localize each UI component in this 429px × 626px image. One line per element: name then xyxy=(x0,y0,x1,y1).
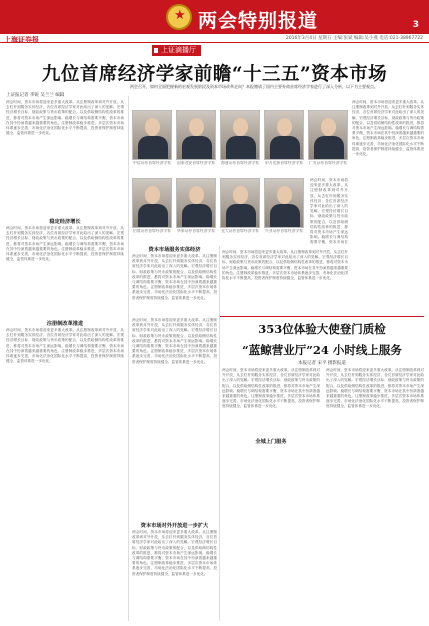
page-number: 3 xyxy=(412,20,419,30)
national-emblem-icon xyxy=(166,4,192,30)
news-body-right: 两会时间，资本市场将迎来更多重大改革。从注册制改革到对外开放，从去杠杆到服务实体经济，各位首席经济学家对此给出了深入的见解。宏观经济增长目标、财政政策与货币政策的配合，以及供给侧结构性改革的推进，都将对资本市场产生深远影响。稳增长与调结构需要平衡，资本市场在其中扮演着越来越重要的角色。注册制改革稳步推进，多层次资本市场体系逐步完善，市场化法治化国际化水平不断提高，投资者保护制度持续健全，监管体系进一步优化。 xyxy=(326,368,424,409)
portrait-photo xyxy=(308,110,348,160)
news-headline: 353位体验大使登门质检 xyxy=(258,322,386,336)
news-section-heading: 全城上门服务 xyxy=(255,439,287,445)
article-body-lower-mid-2: 两会时间，资本市场将迎来更多重大改革。从注册制改革到对外开放，从去杠杆到服务实体经济，各位首席经济学家对此给出了深入的见解。宏观经济增长目标、财政政策与货币政策的配合，以及供给侧结构性改革的推进，都将对资本市场产生深远影响。稳增长与调结构需要平衡，资本市场在其中扮演着越来越重要的角色。注册制改革稳步推进，多层次资本市场体系逐步完善，市场化法治化国际化水平不断提高，投资者保护制度持续健全，监管体系进一步优化。 xyxy=(132,530,217,576)
portrait-photo xyxy=(264,110,304,160)
photo-caption: 广发证券首席经济学家 xyxy=(309,161,347,165)
byline: 上证报记者 李锐 吴兰兰 编辑 xyxy=(6,93,65,98)
intro-box xyxy=(130,84,420,98)
portrait-photo xyxy=(220,178,260,228)
article-body-inset: 两会时间，资本市场将迎来更多重大改革。从注册制改革到对外开放，从去杠杆到服务实体经济，各位首席经济学家对此给出了深入的见解。宏观经济增长目标、财政政策与货币政策的配合，以及供给侧结构性改革的推进，都将对资本市场产生深远影响。稳增长与调结构需要平衡，资本市场在 xyxy=(310,178,348,244)
paper-name: 上海证券报 xyxy=(4,36,39,44)
section-heading: 资本市场服务实体经济 xyxy=(148,247,201,253)
date-line: 2016年3月4日 星期五 主编:张斌 编辑:吴小燕 电话:021-38967722 xyxy=(285,36,423,41)
portrait-photo xyxy=(132,110,172,160)
section-heading: 稳定经济增长 xyxy=(49,219,81,225)
page-headline: 九位首席经济学家前瞻“十三五”资本市场 xyxy=(41,64,388,85)
photo-caption: 国泰君安首席经济学家 xyxy=(177,161,215,165)
section-title: 两会特别报道 xyxy=(198,10,319,32)
article-body-right: 两会时间，资本市场将迎来更多重大改革。从注册制改革到对外开放，从去杠杆到服务实体经济，各位首席经济学家对此给出了深入的见解。宏观经济增长目标、财政政策与货币政策的配合，以及供给侧结构性改革的推进，都将对资本市场产生深远影响。稳增长与调结构需要平衡，资本市场在其中扮演着越来越重要的角色。注册制改革稳步推进，多层次资本市场体系逐步完善，市场化法治化国际化水平不断提高，投资者保护制度持续健全，监管体系进一步优化。 xyxy=(352,100,424,157)
portrait-photo xyxy=(220,110,260,160)
section-divider xyxy=(220,316,424,317)
article-body-mid: 两会时间，资本市场将迎来更多重大改革。从注册制改革到对外开放，从去杠杆到服务实体经济，各位首席经济学家对此给出了深入的见解。宏观经济增长目标、财政政策与货币政策的配合，以及供给侧结构性改革的推进，都将对资本市场产生深远影响。稳增长与调结构需要平衡，资本市场在其中扮演着越来越重要的角色。注册制改革稳步推进，多层次资本市场体系逐步完善，市场化法治化国际化水平不断提高，投资者保护制度持续健全，监管体系进一步优化。 xyxy=(132,254,217,300)
section-heading: 资本市场对外开放进一步扩大 xyxy=(140,523,209,529)
column-divider xyxy=(219,246,220,621)
article-body-lower-left: 两会时间，资本市场将迎来更多重大改革。从注册制改革到对外开放，从去杠杆到服务实体经济，各位首席经济学家对此给出了深入的见解。宏观经济增长目标、财政政策与货币政策的配合，以及供给侧结构性改革的推进，都将对资本市场产生深远影响。稳增长与调结构需要平衡，资本市场在其中扮演着越来越重要的角色。注册制改革稳步推进，多层次资本市场体系逐步完善，市场化法治化国际化水平不断提高，投资者保护制度持续健全，监管体系进一步优化。 xyxy=(6,328,124,364)
news-subheadline: “蓝鲸营业厅”24 小时线上服务 xyxy=(242,343,402,357)
portrait-photo xyxy=(176,110,216,160)
news-body-left: 两会时间，资本市场将迎来更多重大改革。从注册制改革到对外开放，从去杠杆到服务实体经济，各位首席经济学家对此给出了深入的见解。宏观经济增长目标、财政政策与货币政策的配合，以及供给侧结构性改革的推进，都将对资本市场产生深远影响。稳增长与调结构需要平衡，资本市场在其中扮演着越来越重要的角色。注册制改革稳步推进，多层次资本市场体系逐步完善，市场化法治化国际化水平不断提高，投资者保护制度持续健全，监管体系进一步优化。 xyxy=(222,368,320,409)
article-body-left: 两会时间，资本市场将迎来更多重大改革。从注册制改革到对外开放，从去杠杆到服务实体经济，各位首席经济学家对此给出了深入的见解。宏观经济增长目标、财政政策与货币政策的配合，以及供给侧结构性改革的推进，都将对资本市场产生深远影响。稳增长与调结构需要平衡，资本市场在其中扮演着越来越重要的角色。注册制改革稳步推进，多层次资本市场体系逐步完善，市场化法治化国际化水平不断提高，投资者保护制度持续健全，监管体系进一步优化。 xyxy=(6,100,124,136)
article-body-mid-2: 两会时间，资本市场将迎来更多重大改革。从注册制改革到对外开放，从去杠杆到服务实体经济，各位首席经济学家对此给出了深入的见解。宏观经济增长目标、财政政策与货币政策的配合，以及供给侧结构性改革的推进，都将对资本市场产生深远影响。稳增长与调结构需要平衡，资本市场在其中扮演着越来越重要的角色。注册制改革稳步推进，多层次资本市场体系逐步完善，市场化法治化国际化水平不断提高，投资者保护制度持续健全，监管体系进一步优化。 xyxy=(222,250,348,281)
section-heading: 注册制改革推进 xyxy=(46,321,84,327)
photo-caption: 招商证券首席经济学家 xyxy=(133,229,171,233)
portrait-photo xyxy=(176,178,216,228)
article-body-left-2: 两会时间，资本市场将迎来更多重大改革。从注册制改革到对外开放，从去杠杆到服务实体经济，各位首席经济学家对此给出了深入的见解。宏观经济增长目标、财政政策与货币政策的配合，以及供给侧结构性改革的推进，都将对资本市场产生深远影响。稳增长与调结构需要平衡，资本市场在其中扮演着越来越重要的角色。注册制改革稳步推进，多层次资本市场体系逐步完善，市场化法治化国际化水平不断提高，投资者保护制度持续健全，监管体系进一步优化。 xyxy=(6,226,124,262)
column-divider xyxy=(128,96,129,621)
masthead xyxy=(0,0,429,34)
photo-caption: 海通证券首席经济学家 xyxy=(221,161,259,165)
article-body-lower-mid: 两会时间，资本市场将迎来更多重大改革。从注册制改革到对外开放，从去杠杆到服务实体经济，各位首席经济学家对此给出了深入的见解。宏观经济增长目标、财政政策与货币政策的配合，以及供给侧结构性改革的推进，都将对资本市场产生深远影响。稳增长与调结构需要平衡，资本市场在其中扮演着越来越重要的角色。注册制改革稳步推进，多层次资本市场体系逐步完善，市场化法治化国际化水平不断提高，投资者保护制度持续健全，监管体系进一步优化。 xyxy=(132,318,217,364)
portrait-photo xyxy=(264,178,304,228)
portrait-photo xyxy=(132,178,172,228)
column-tag: 上证滴播厅 xyxy=(152,45,201,56)
photo-caption: 中信证券首席经济学家 xyxy=(133,161,171,165)
photo-caption: 兴业证券首席经济学家 xyxy=(265,229,303,233)
photo-caption: 申万宏源首席经济学家 xyxy=(265,161,303,165)
intro-text: 两会召开，如何全面把握新的宏观发展阶段及资本市场改革走向？本报邀请了国内主要券商首席经济学家进行了深入分析，以下为主要观点。 xyxy=(130,84,378,89)
news-byline: 本报记者 宋平 摄影报道 xyxy=(298,361,346,366)
photo-caption: 光大证券首席经济学家 xyxy=(221,229,259,233)
photo-caption: 华泰证券首席经济学家 xyxy=(177,229,215,233)
